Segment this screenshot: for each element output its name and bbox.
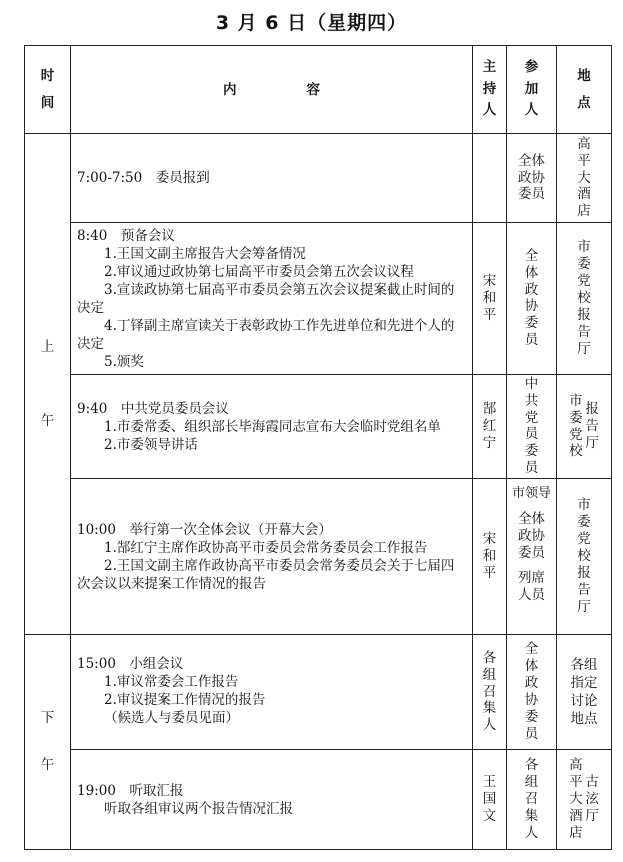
- row-attendees: 中共党员委员: [507, 375, 557, 479]
- period-pm: 下午: [25, 635, 71, 850]
- row-host: 郜红宁: [473, 375, 507, 479]
- header-host: 主持人: [473, 46, 507, 134]
- row-content: 19:00 听取汇报 听取各组审议两个报告情况汇报: [71, 750, 473, 850]
- table-row: [25, 750, 612, 850]
- period-am: 上午: [25, 134, 71, 635]
- row-host: 宋和平: [473, 223, 507, 375]
- header-location: 地点: [557, 46, 612, 134]
- table-row: [25, 479, 612, 635]
- row-content: 7:00-7:50 委员报到: [71, 134, 473, 223]
- row-location: 市委党校报告厅: [557, 223, 612, 375]
- row-content: 15:00 小组会议 1.审议常委会工作报告 2.审议提案工作情况的报告 （候选人与委员见面）: [71, 635, 473, 750]
- row-host: [473, 134, 507, 223]
- header-attendees: 参加人: [507, 46, 557, 134]
- schedule-table: [24, 45, 612, 850]
- table-row: [25, 134, 612, 223]
- row-location: 高平大酒店: [557, 134, 612, 223]
- row-location: 各组 指定 讨论 地点: [557, 635, 612, 750]
- row-location: 市委党校报告厅: [557, 479, 612, 635]
- row-attendees: 市领导 全体政协委员 列席人员: [507, 479, 557, 635]
- table-row: [25, 223, 612, 375]
- table-row: [25, 375, 612, 479]
- row-content: 8:40 预备会议 1.王国文副主席报告大会筹备情况 2.审议通过政协第七届高平市委员会第五次会议议程 3.宣读政协第七届高平市委员会第五次会议提案截止时间的决定 4.丁铎副主席宣读关于表彰政协工作先进单位和先进个人的决定 5.颁奖: [71, 223, 473, 375]
- header-row: [25, 46, 612, 134]
- header-content: 内容: [71, 46, 473, 134]
- row-content: 10:00 举行第一次全体会议（开幕大会） 1.郜红宁主席作政协高平市委员会常务委员会工作报告 2.王国文副主席作政协高平市委员会常务委员会关于七届四次会议以来提案工作情况的报告: [71, 479, 473, 635]
- row-host: 各组召集人: [473, 635, 507, 750]
- row-attendees: 全体政协委员: [507, 635, 557, 750]
- header-time: 时间: [25, 46, 71, 134]
- table-row: [25, 635, 612, 750]
- row-attendees: 全体政协委员: [507, 223, 557, 375]
- row-host: 王国文: [473, 750, 507, 850]
- row-attendees: 全体政协委员: [507, 134, 557, 223]
- row-host: 宋和平: [473, 479, 507, 635]
- row-location: 市委党校 报告厅: [557, 375, 612, 479]
- page-title: 3 月 6 日（星期四）: [215, 12, 408, 34]
- row-content: 9:40 中共党员委员会议 1.市委常委、组织部长毕海霞同志宣布大会临时党组名单 2.市委领导讲话: [71, 375, 473, 479]
- row-attendees: 各组召集人: [507, 750, 557, 850]
- row-location: 高平大酒店 古泫厅: [557, 750, 612, 850]
